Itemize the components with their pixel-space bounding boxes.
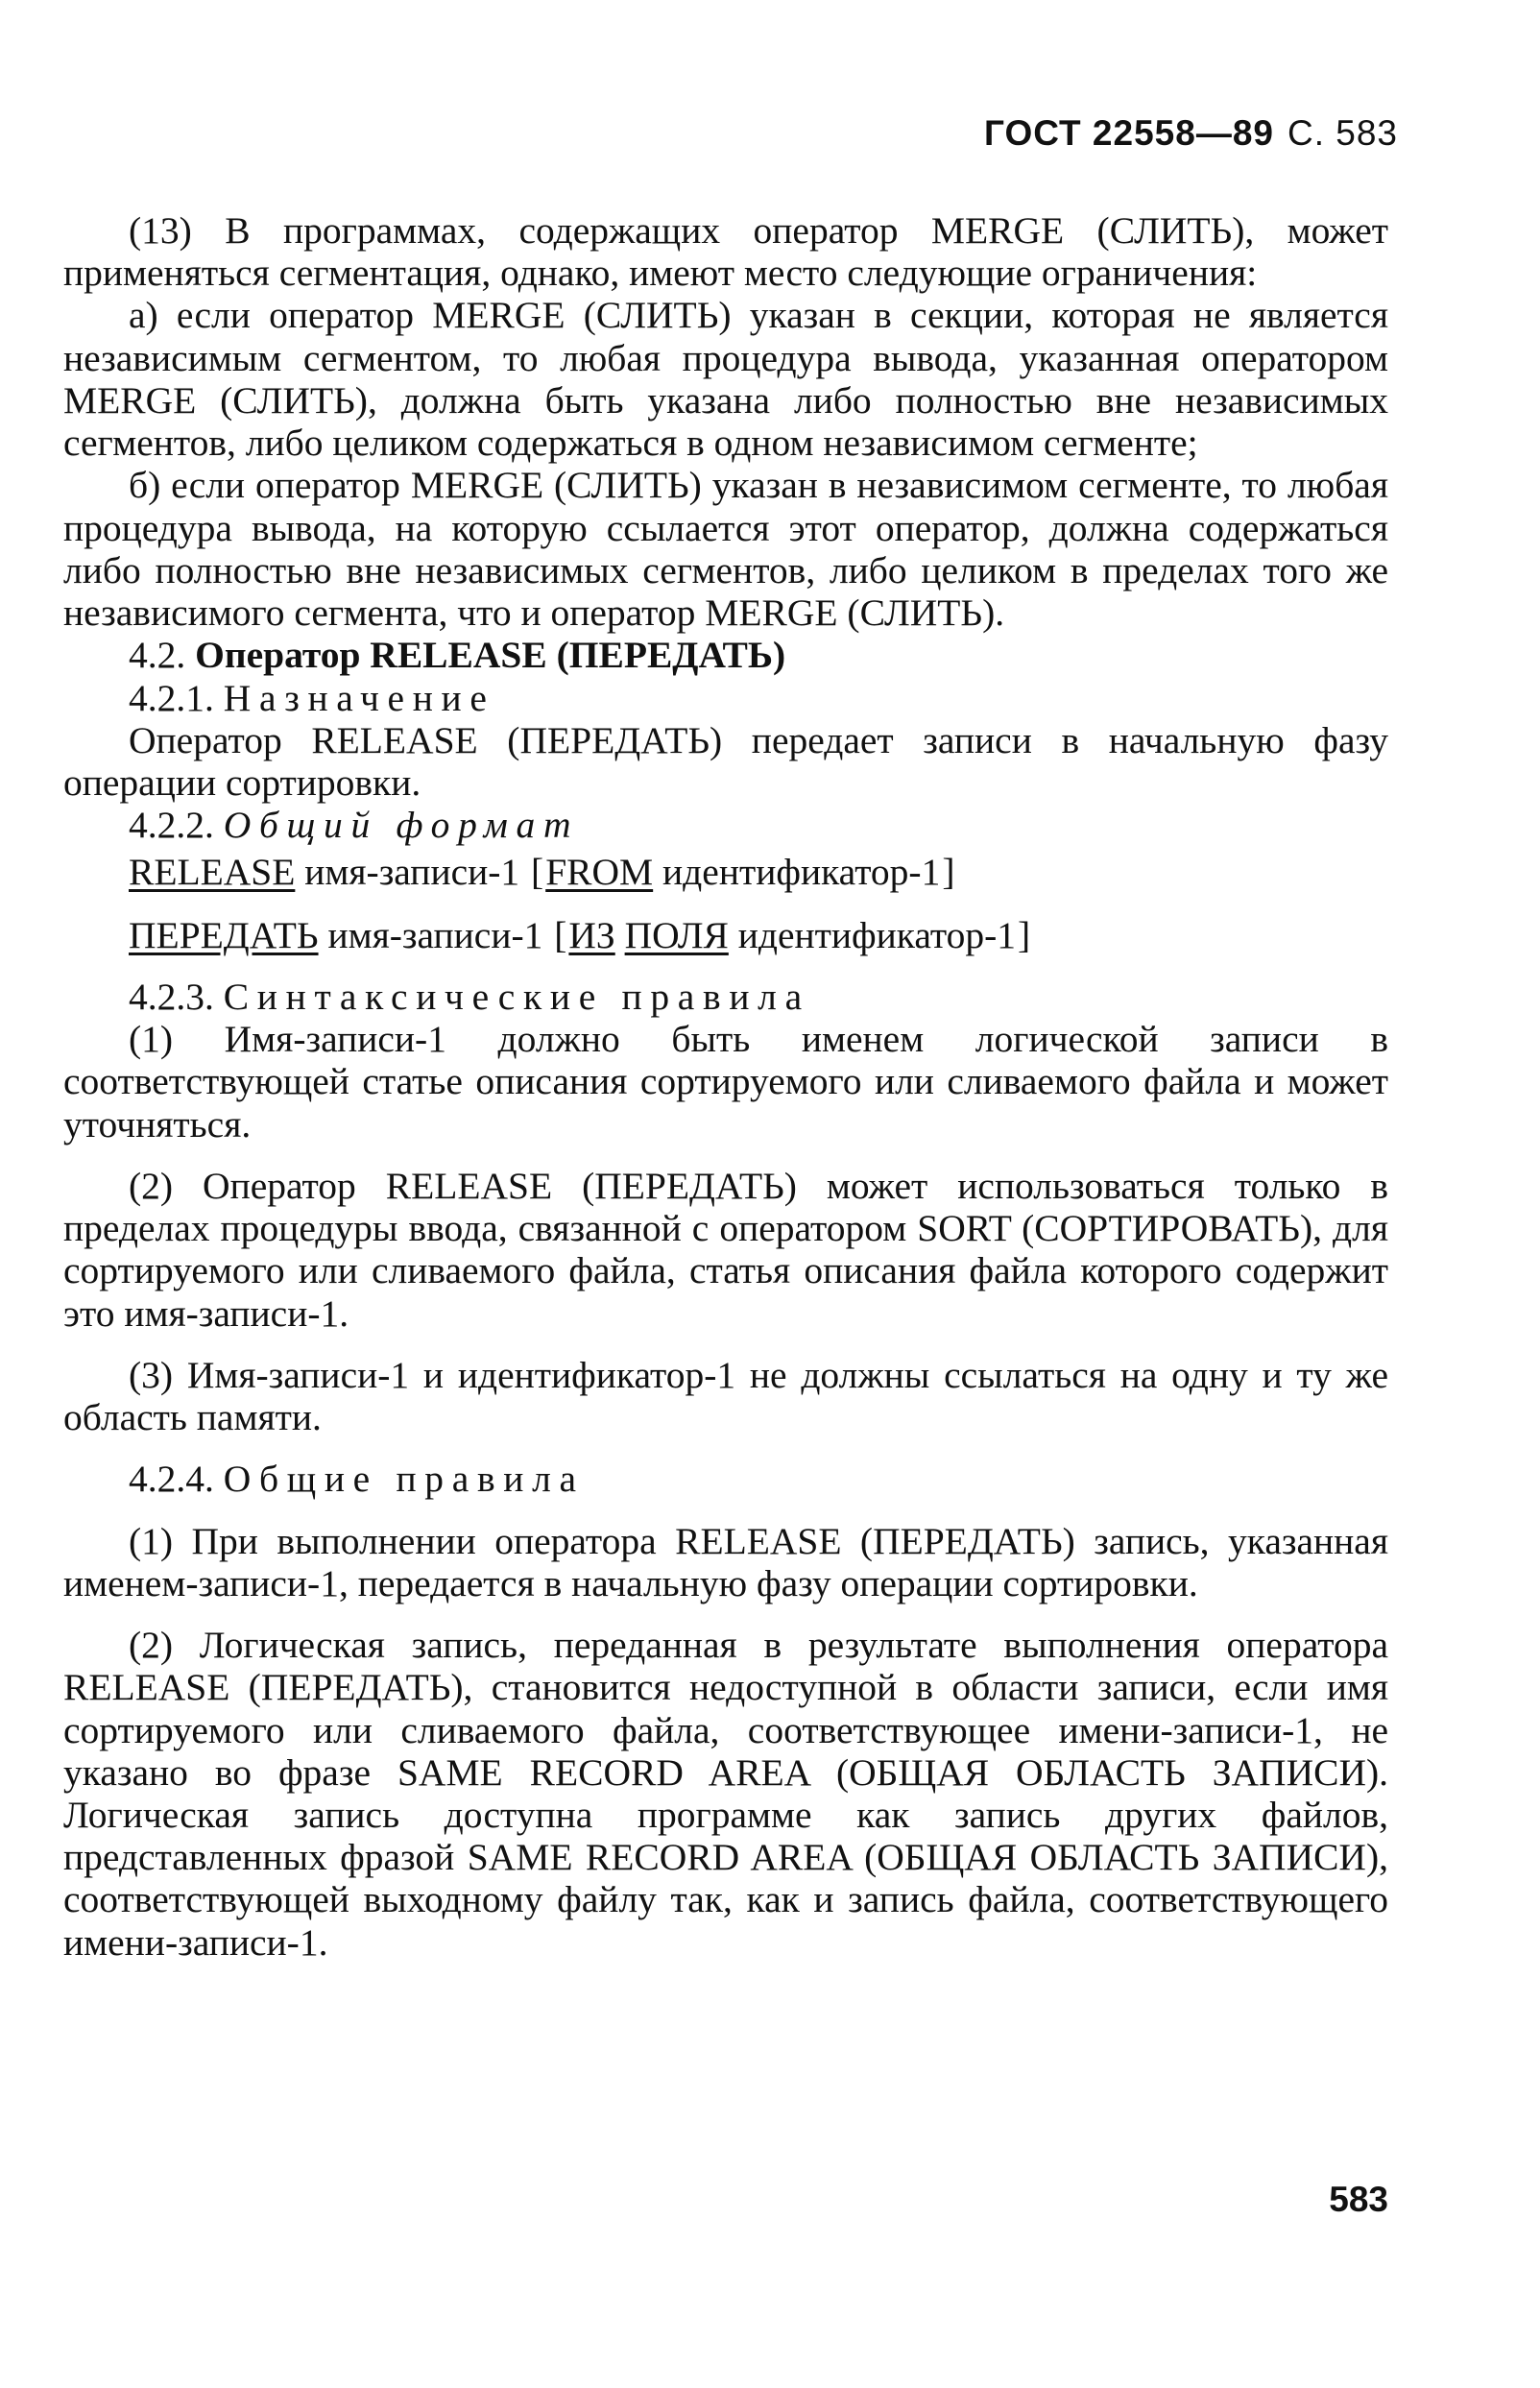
syntax-rule-3: (3) Имя-записи-1 и идентификатор-1 не должны ссылаться на одну и ту же область памяти. [63,1353,1388,1439]
section-title: Синтаксические правила [223,975,810,1018]
section-4-2-4-heading [63,1458,1388,1500]
section-title: Назначение [223,676,495,719]
paragraph-13: (13) В программах, содержащих оператор MERGE (СЛИТЬ), может применяться сегментация, однако, имеют место следующие ограничения: [63,209,1388,295]
section-4-2-3-heading [63,976,1388,1018]
keyword-from: FROM [545,850,654,893]
general-rule-1: (1) При выполнении оператора RELEASE (ПЕРЕДАТЬ) запись, указанная именем-записи-1, передается в начальную фазу операции сортировки. [63,1519,1388,1604]
bracket-open: [ [531,850,544,893]
section-title: Общий формат [223,804,580,847]
format-arg: имя-записи-1 [304,850,520,893]
paragraph-a: а) если оператор MERGE (СЛИТЬ) указан в секции, которая не является независимым сегментом, то любая процедура вывода, указанная оператором MERGE (СЛИТЬ), должна быть указана либо полностью вне независимых сегментов, либо целиком содержаться в одном независимом сегменте; [63,294,1388,465]
keyword-peredat: ПЕРЕДАТЬ [129,913,319,956]
bracket-open: [ [554,913,567,956]
format-arg: идентификатор-1 [737,913,1017,956]
section-number: 4.2.2. [129,804,214,847]
general-format-en [63,851,1388,893]
format-arg: идентификатор-1 [662,850,941,893]
section-number: 4.2.1. [129,676,214,719]
keyword-polya: ПОЛЯ [624,913,729,956]
paragraph-b: б) если оператор MERGE (СЛИТЬ) указан в независимом сегменте, то любая процедура вывода, на которую ссылается этот оператор, должна содержаться либо полностью вне независимых сегментов, либо целиком в пределах того же независимого сегмента, что и оператор MERGE (СЛИТЬ). [63,464,1388,635]
section-number: 4.2.4. [129,1458,214,1501]
keyword-release: RELEASE [129,850,296,893]
section-4-2-1-text: Оператор RELEASE (ПЕРЕДАТЬ) передает записи в начальную фазу операции сортировки. [63,718,1388,805]
keyword-iz: ИЗ [568,913,615,956]
general-rule-2: (2) Логическая запись, переданная в результате выполнения оператора RELEASE (ПЕРЕДАТЬ), становится недоступной в области записи, если имя сортируемого или сливаемого файла, соответствующее имени-записи-1, не указано во фразе SAME RECORD AREA (ОБЩАЯ ОБЛАСТЬ ЗАПИСИ). Логическая запись доступна программе как запись других файлов, представленных фразой SAME RECORD AREA (ОБЩАЯ ОБЛАСТЬ ЗАПИСИ), соответствующей выходному файлу так, как и запись файла, соответствующего имени-записи-1. [63,1624,1388,1964]
syntax-rule-1: (1) Имя-записи-1 должно быть именем логической записи в соответствующей статье описания сортируемого или сливаемого файла и может уточняться. [63,1018,1388,1146]
page-header [984,113,1398,154]
section-number: 4.2. [129,634,186,677]
main-text [63,209,1388,1964]
section-number: 4.2.3. [129,975,214,1018]
bracket-close: ] [942,850,955,893]
syntax-rule-2: (2) Оператор RELEASE (ПЕРЕДАТЬ) может использоваться только в пределах процедуры ввода, связанной с оператором SORT (СОРТИРОВАТЬ), для сортируемого или сливаемого файла, статья описания файла которого содержит это имя-записи-1. [63,1164,1388,1335]
section-title: Оператор RELEASE (ПЕРЕДАТЬ) [195,634,786,677]
standard-number: ГОСТ 22558—89 [983,113,1274,153]
section-4-2-2-heading [63,804,1388,846]
section-title: Общие правила [223,1458,585,1501]
page-reference: С. 583 [1287,113,1398,153]
general-format-ru [63,914,1388,956]
section-4-2-1-heading [63,677,1388,719]
section-4-2-heading [63,634,1388,676]
bracket-close: ] [1018,913,1031,956]
format-arg: имя-записи-1 [327,913,543,956]
page-number: 583 [1329,2180,1388,2219]
